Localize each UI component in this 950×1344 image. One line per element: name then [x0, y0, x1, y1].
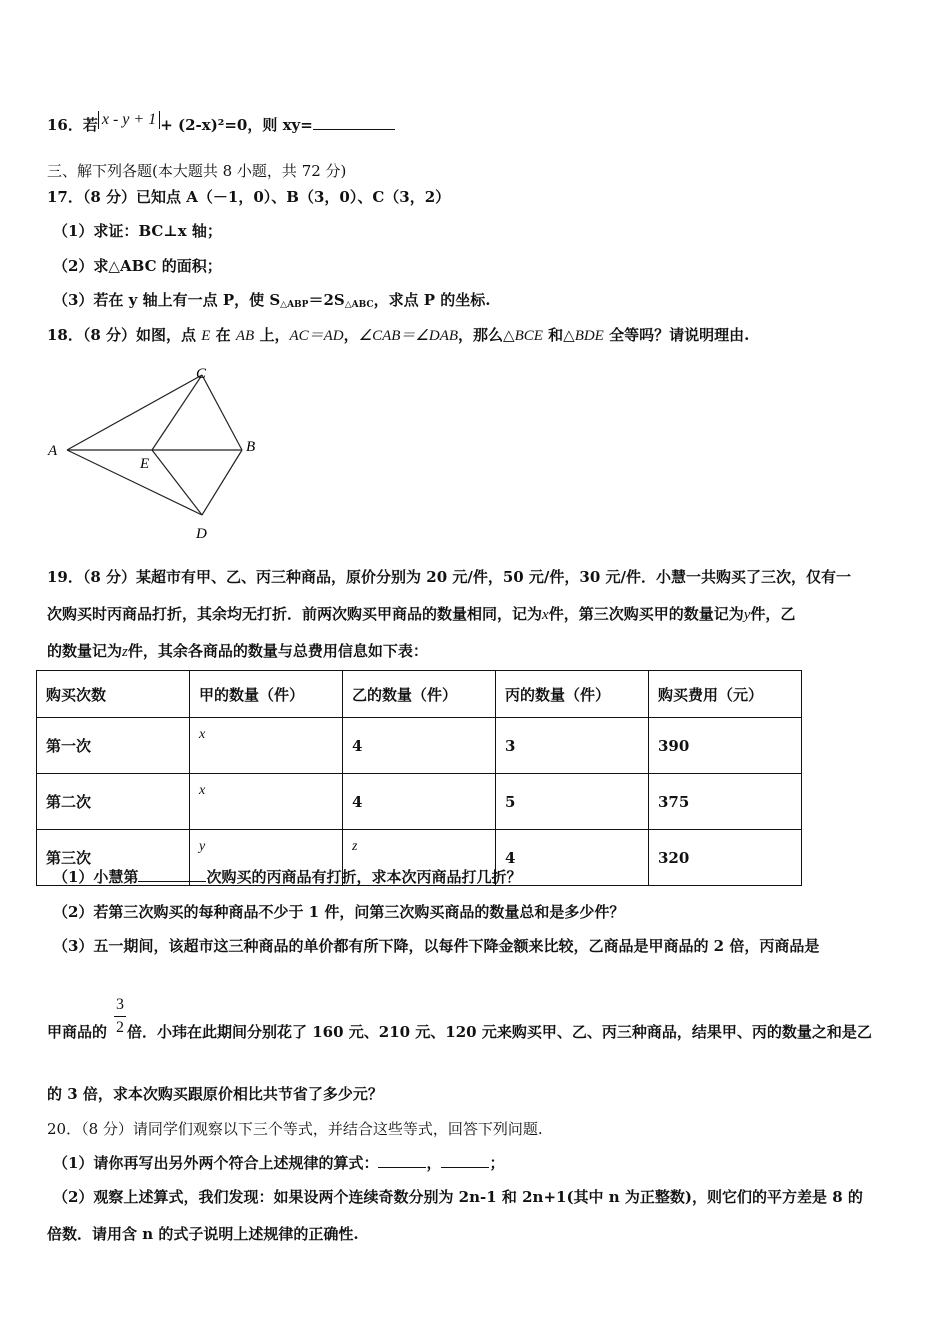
segment-ac: [67, 375, 202, 450]
q20-separator: ，: [426, 1154, 442, 1172]
q19-line3-text-b: 件，其余各商品的数量与总费用信息如下表：: [127, 642, 428, 660]
q19-part1-text-b: 次购买的丙商品有打折，求本次丙商品打几折？: [206, 868, 522, 886]
q19-part3-line2-text-b: 倍．小玮在此期间分别花了 160 元、210 元、120 元来购买甲、乙、丙三种商品，结果甲、丙的数量之和是乙: [127, 1023, 872, 1041]
table-header: 购买费用（元）: [649, 671, 802, 718]
q17-part3-text-a: （3）若在 y 轴上有一点 P，使 S: [53, 291, 281, 309]
q19-part3-line2-text-a: 甲商品的: [47, 1023, 108, 1041]
table-cell: 第三次: [37, 830, 190, 886]
q19-line2: [47, 603, 795, 624]
table-header: 乙的数量（件）: [343, 671, 496, 718]
q19-part1: [53, 866, 521, 887]
q17-part1: （1）求证：BC⊥x 轴；: [53, 222, 222, 240]
q20-part2-line1: （2）观察上述算式，我们发现：如果设两个连续奇数分别为 2n-1 和 2n+1(其中 n 为正整数)，则它们的平方差是 8 的: [53, 1188, 863, 1206]
q16-number: 16．若: [47, 116, 98, 134]
label-e: E: [140, 456, 150, 472]
q17-part3: [53, 289, 491, 310]
q18-text-post: 全等吗？请说明理由.: [603, 326, 750, 344]
q16-equation: + (2-x)²=0，则 xy=: [160, 116, 313, 134]
q17-subscript-abp: △ABP: [280, 300, 309, 310]
q19-line3: [47, 640, 428, 661]
q19-part2: （2）若第三次购买的每种商品不少于 1 件，问第三次购买商品的数量总和是多少件？: [53, 903, 625, 921]
label-b: B: [246, 439, 256, 455]
table-cell: y: [190, 830, 343, 886]
label-c: C: [196, 366, 207, 382]
table-row: [37, 718, 802, 774]
fraction-numerator: 3: [116, 996, 124, 1013]
segment-db: [202, 450, 242, 515]
q18-text-mid5: 和△: [542, 326, 575, 344]
table-row: [37, 774, 802, 830]
section-heading: 三、解下列各题(本大题共 8 小题，共 72 分): [47, 162, 347, 180]
q19-line2-text-a: 次购买时丙商品打折，其余均无打折．前两次购买甲商品的数量相同，记为: [47, 605, 543, 623]
q17-part2: （2）求△ABC 的面积；: [53, 257, 222, 275]
q19-part3-line3: 的 3 倍，求本次购买跟原价相比共节省了多少元？: [47, 1085, 383, 1103]
segment-ad: [67, 450, 202, 515]
q20-part2-line2: 倍数．请用含 n 的式子说明上述规律的正确性.: [47, 1225, 359, 1243]
table-cell: 4: [343, 718, 496, 774]
q19-part3-line2: [47, 1021, 872, 1042]
q18-text-mid4: ，那么△: [458, 326, 515, 344]
table-cell: x: [190, 718, 343, 774]
table-header: 甲的数量（件）: [190, 671, 343, 718]
q18-equality-angles: ∠CAB＝∠DAB: [358, 328, 459, 344]
table-cell: 5: [496, 774, 649, 830]
q20-stem: 20．（8 分）请同学们观察以下三个等式，并结合这些等式，回答下列问题.: [47, 1120, 543, 1138]
fraction-denominator: 2: [116, 1019, 124, 1036]
table-cell: 第一次: [37, 718, 190, 774]
q19-var-z: z: [122, 644, 128, 660]
q16-abs-expression: x - y + 1: [98, 111, 160, 129]
q18-stem: [47, 324, 749, 345]
q18-triangle-bde: BDE: [574, 328, 604, 344]
segment-cb: [202, 375, 242, 450]
q20-blank-2: [441, 1153, 489, 1168]
q19-table: [36, 670, 802, 886]
q17-part3-text-b: ＝2S: [308, 291, 345, 309]
table-cell: 390: [649, 718, 802, 774]
q20-end: ；: [489, 1154, 505, 1172]
segment-ec: [152, 375, 202, 450]
q20-part1-text: （1）请你再写出另外两个符合上述规律的算式：: [53, 1154, 379, 1172]
q16-line: [47, 111, 395, 135]
fraction-bar: [114, 1016, 126, 1017]
label-d: D: [196, 526, 207, 542]
q20-part1: [53, 1152, 504, 1173]
q19-part1-text-a: （1）小慧第: [53, 868, 139, 886]
table-header: 购买次数: [37, 671, 190, 718]
q18-text-mid1: 在: [210, 326, 236, 344]
q19-line2-text-b: 件，第三次购买甲的数量记为: [548, 605, 744, 623]
q19-part1-blank: [138, 867, 206, 882]
q18-text-mid3: ，: [343, 326, 359, 344]
q18-triangle-bce: BCE: [514, 328, 543, 344]
q19-part3-line1: （3）五一期间，该超市这三种商品的单价都有所下降，以每件下降金额来比较，乙商品是甲商品的 2 倍，丙商品是: [53, 937, 820, 955]
q18-segment-ab: AB: [235, 328, 255, 344]
q19-line1: 19．（8 分）某超市有甲、乙、丙三种商品，原价分别为 20 元/件，50 元/件，30 元/件．小慧一共购买了三次，仅有一: [47, 568, 851, 586]
segment-ed: [152, 450, 202, 515]
q16-answer-blank: [313, 115, 395, 130]
q18-geometry-figure: [40, 360, 280, 545]
q19-line3-text-a: 的数量记为: [47, 642, 123, 660]
table-header: 丙的数量（件）: [496, 671, 649, 718]
q19-var-y: y: [743, 607, 751, 623]
table-cell: 4: [496, 830, 649, 886]
table-cell: 375: [649, 774, 802, 830]
q18-equality-sides: AC＝AD: [289, 328, 344, 344]
q17-stem: 17．（8 分）已知点 A（－1，0）、B（3，0）、C（3，2）: [47, 188, 451, 206]
table-cell: 320: [649, 830, 802, 886]
label-a: A: [48, 443, 58, 459]
q18-text-pre: 18．（8 分）如图，点: [47, 326, 202, 344]
q17-part3-text-c: ，求点 P 的坐标.: [373, 291, 491, 309]
q18-text-mid2: 上，: [254, 326, 290, 344]
q19-line2-text-c: 件，乙: [750, 605, 796, 623]
table-header-row: [37, 671, 802, 718]
table-cell: 第二次: [37, 774, 190, 830]
table-cell: x: [190, 774, 343, 830]
q18-point-e: E: [201, 328, 211, 344]
q17-subscript-abc: △ABC: [344, 300, 374, 310]
q20-blank-1: [378, 1153, 426, 1168]
table-cell: 4: [343, 774, 496, 830]
q19-var-x: x: [542, 607, 549, 623]
table-cell: z: [343, 830, 496, 886]
table-cell: 3: [496, 718, 649, 774]
